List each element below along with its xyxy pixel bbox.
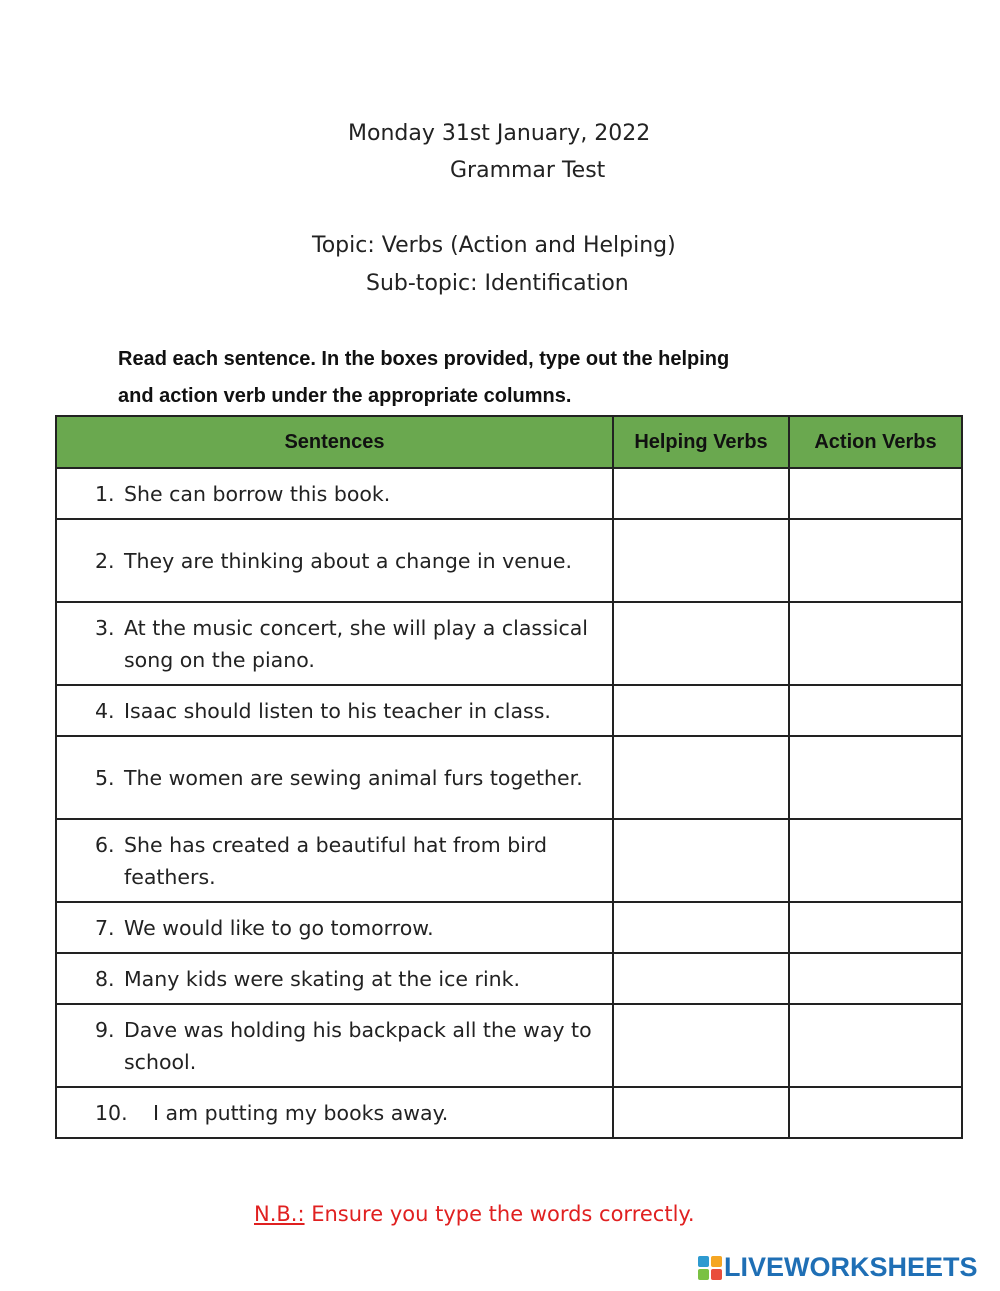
table-row (56, 1087, 962, 1138)
helping-verb-answer-box[interactable] (613, 1004, 789, 1087)
sentence-cell (56, 602, 613, 685)
action-verb-answer-box[interactable] (789, 1004, 962, 1087)
table-row (56, 902, 962, 953)
action-verb-answer-box[interactable] (789, 602, 962, 685)
action-verb-answer-box[interactable] (789, 468, 962, 519)
helping-verb-answer-box[interactable] (613, 819, 789, 902)
sentence-cell (56, 685, 613, 736)
table-row (56, 602, 962, 685)
sentence-text: At the music concert, she will play a classical song on the piano. (124, 615, 588, 672)
helping-verb-answer-box[interactable] (613, 685, 789, 736)
sentence-text: They are thinking about a change in venue. (124, 548, 573, 573)
sentence-cell (56, 468, 613, 519)
table-row (56, 468, 962, 519)
table-header-row (56, 416, 962, 468)
sentence-text: Dave was holding his backpack all the way to school. (124, 1017, 592, 1074)
instructions-line-2: and action verb under the appropriate columns. (118, 385, 572, 407)
sentence-cell (56, 819, 613, 902)
table-row (56, 685, 962, 736)
sentence-cell (56, 736, 613, 819)
action-verb-answer-box[interactable] (789, 685, 962, 736)
column-header-helping-verbs: Helping Verbs (613, 416, 789, 468)
action-verb-answer-box[interactable] (789, 736, 962, 819)
action-verb-answer-box[interactable] (789, 519, 962, 602)
instructions-line-1: Read each sentence. In the boxes provided, type out the helping (118, 348, 730, 370)
column-header-action-verbs: Action Verbs (789, 416, 962, 468)
sentence-number: 7. (95, 915, 115, 940)
logo-square (698, 1256, 709, 1267)
brand-name: LIVEWORKSHEETS (724, 1252, 978, 1282)
sentence-text: I am putting my books away. (153, 1100, 449, 1125)
table-row (56, 953, 962, 1004)
liveworksheets-brand (698, 1252, 978, 1283)
helping-verb-answer-box[interactable] (613, 602, 789, 685)
logo-square (698, 1269, 709, 1280)
topic-line: Topic: Verbs (Action and Helping) (312, 233, 676, 258)
liveworksheets-logo-icon (698, 1256, 722, 1280)
sentence-cell (56, 519, 613, 602)
helping-verb-answer-box[interactable] (613, 519, 789, 602)
sentence-cell (56, 953, 613, 1004)
sentence-number: 10. (95, 1100, 128, 1125)
sentence-cell (56, 1087, 613, 1138)
sentence-number: 1. (95, 481, 115, 506)
sentence-text: Many kids were skating at the ice rink. (124, 966, 521, 991)
sentence-number: 8. (95, 966, 115, 991)
sentence-text: She has created a beautiful hat from bird feathers. (124, 832, 548, 889)
helping-verb-answer-box[interactable] (613, 1087, 789, 1138)
sentence-text: She can borrow this book. (124, 481, 391, 506)
helping-verb-answer-box[interactable] (613, 468, 789, 519)
table-row (56, 819, 962, 902)
table-row (56, 736, 962, 819)
sentence-number: 6. (95, 832, 115, 857)
nb-note (254, 1200, 695, 1228)
sentence-number: 2. (95, 548, 115, 573)
action-verb-answer-box[interactable] (789, 953, 962, 1004)
sentence-number: 4. (95, 698, 115, 723)
sentence-number: 5. (95, 765, 115, 790)
logo-square (711, 1269, 722, 1280)
table-row (56, 1004, 962, 1087)
helping-verb-answer-box[interactable] (613, 902, 789, 953)
worksheet-table (55, 415, 963, 1139)
action-verb-answer-box[interactable] (789, 902, 962, 953)
nb-label: N.B.: (254, 1202, 305, 1226)
nb-text: Ensure you type the words correctly. (304, 1202, 695, 1226)
helping-verb-answer-box[interactable] (613, 736, 789, 819)
sentence-number: 3. (95, 615, 115, 640)
action-verb-answer-box[interactable] (789, 1087, 962, 1138)
test-title: Grammar Test (450, 158, 606, 183)
date-line: Monday 31st January, 2022 (348, 121, 651, 146)
sentence-cell (56, 1004, 613, 1087)
sentence-cell (56, 902, 613, 953)
sentence-number: 9. (95, 1017, 115, 1042)
logo-square (711, 1256, 722, 1267)
table-row (56, 519, 962, 602)
action-verb-answer-box[interactable] (789, 819, 962, 902)
subtopic-line: Sub-topic: Identification (366, 271, 629, 296)
sentence-text: Isaac should listen to his teacher in class. (124, 698, 551, 723)
helping-verb-answer-box[interactable] (613, 953, 789, 1004)
sentence-text: We would like to go tomorrow. (124, 915, 434, 940)
sentence-text: The women are sewing animal furs together. (124, 765, 583, 790)
column-header-sentences: Sentences (56, 416, 613, 468)
